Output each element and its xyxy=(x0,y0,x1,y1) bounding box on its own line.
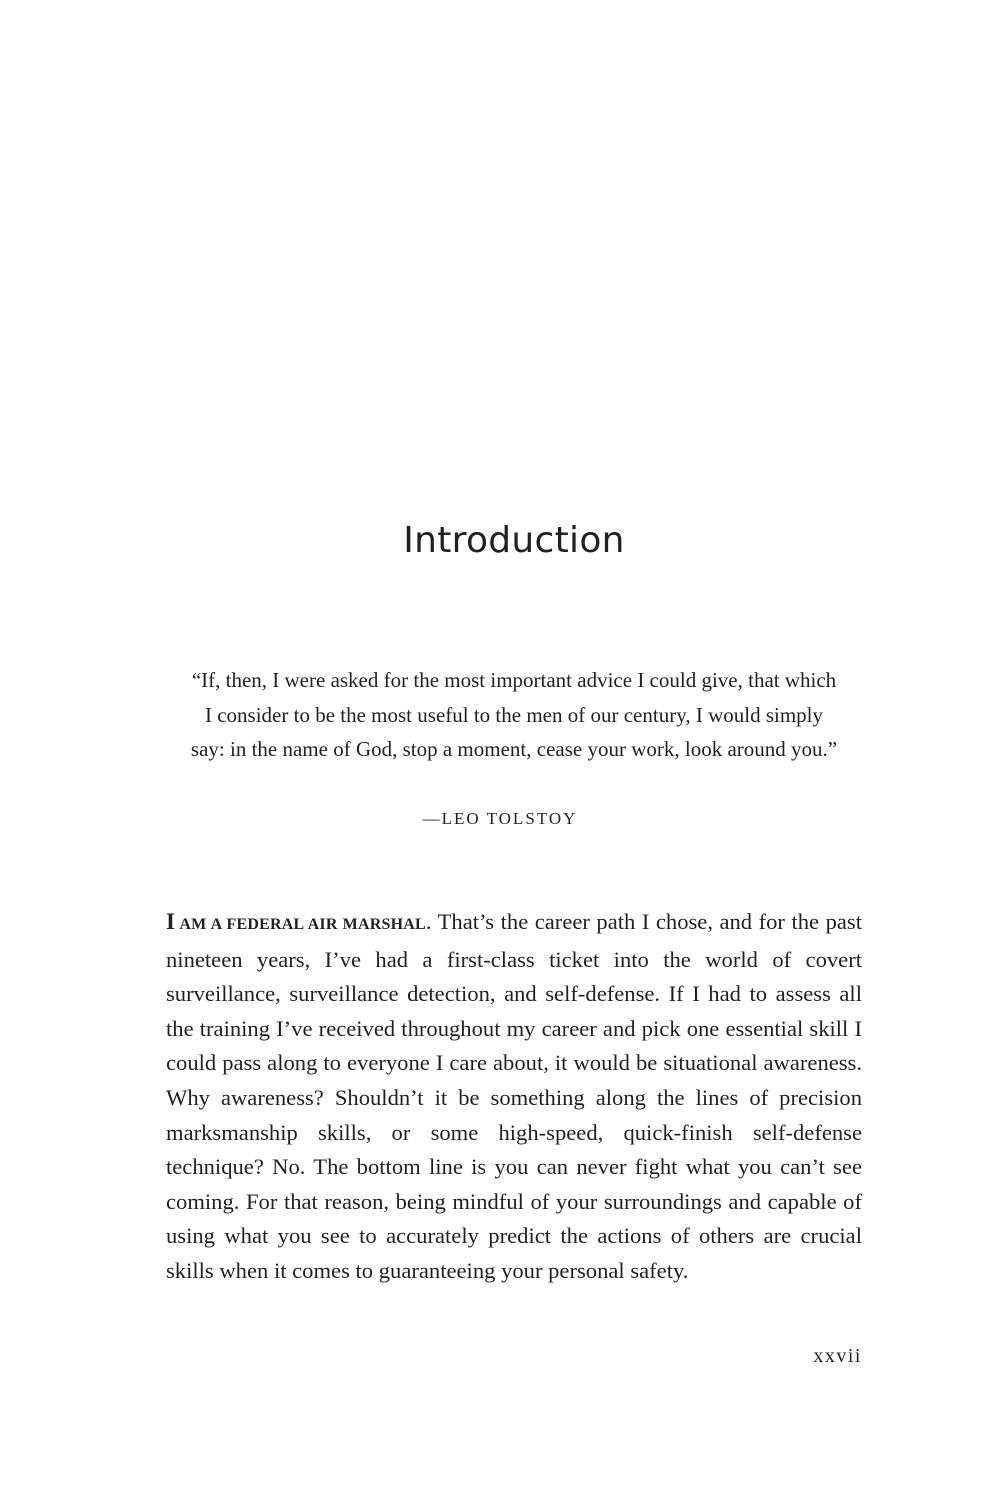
epigraph-attribution: —LEO TOLSTOY xyxy=(422,809,578,828)
body-paragraph xyxy=(166,905,862,1289)
epigraph xyxy=(190,663,838,767)
page-number: xxvii xyxy=(813,1345,862,1367)
epigraph-quote: “If, then, I were asked for the most important advice I could give, that which I consider to be the most useful to the men of our century, I would simply say: in the name of God, stop a moment, cease your work, look around you.” xyxy=(190,668,838,761)
lead-in xyxy=(166,909,426,934)
lead-in-small-caps: AM A FEDERAL AIR MARSHAL xyxy=(175,916,426,933)
body-text: . That’s the career path I chose, and for the past nineteen years, I’ve had a first-class ticket into the world of covert surveillance, surveillance detection, and self-defense. If I had to assess all the training I’ve received throughout my career and pick one essential skill I could pass along to everyone I care about, it would be situational awareness. Why awareness? Shouldn’t it be something along the lines of precision marksmanship skills, or some high-speed, quick-finish self-defense technique? No. The bottom line is you can never fight what you can’t see coming. For that reason, being mindful of your surroundings and capable of using what you see to accurately predict the actions of others are crucial skills when it comes to guaranteeing your personal safety. xyxy=(166,909,862,1283)
chapter-title: Introduction xyxy=(403,520,625,561)
lead-in-initial: I xyxy=(166,909,176,934)
